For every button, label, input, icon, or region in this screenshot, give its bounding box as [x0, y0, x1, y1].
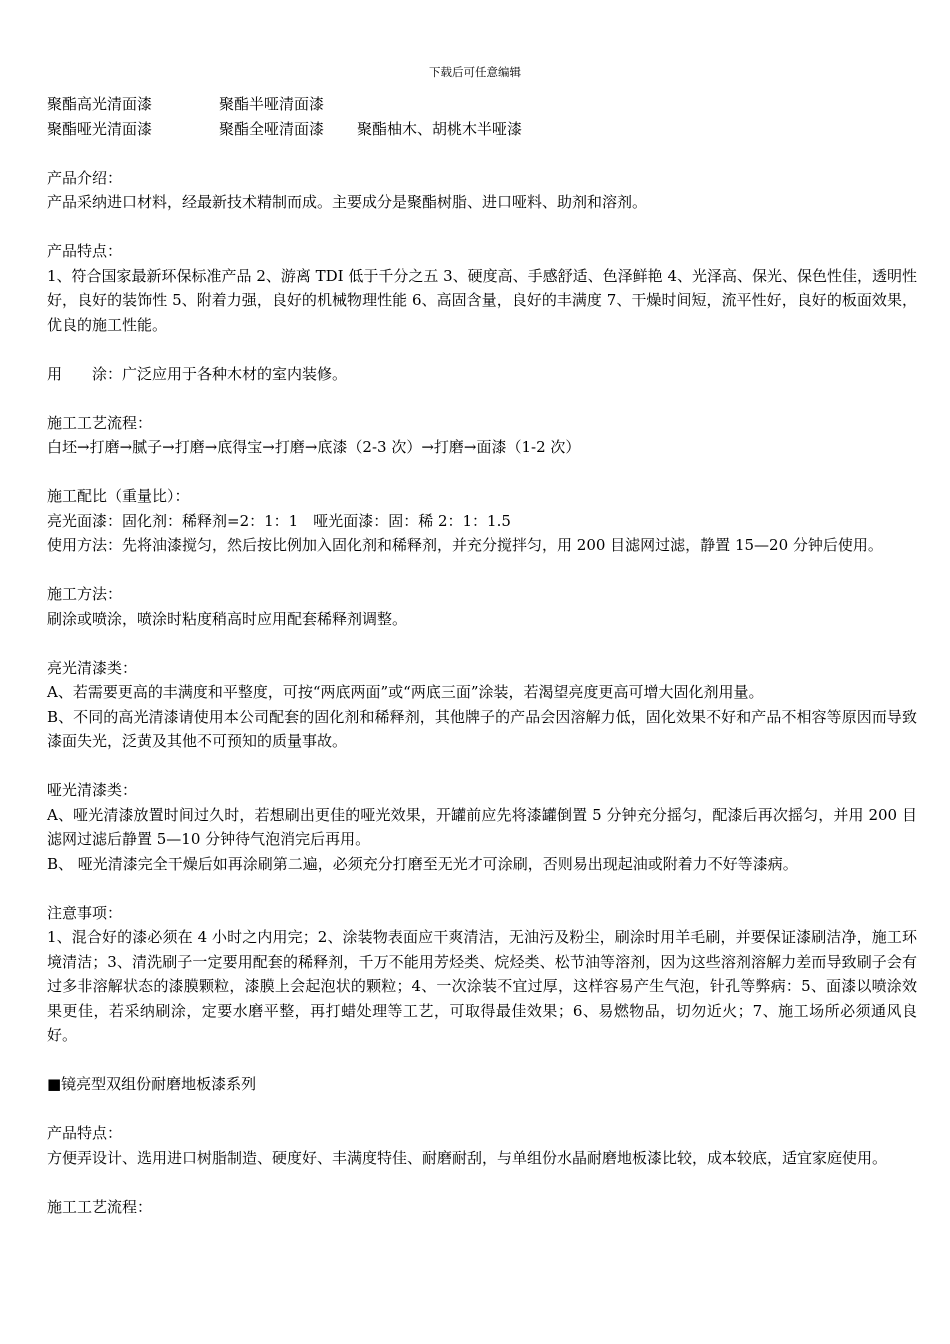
features-2-text: 方便弄设计、选用进口树脂制造、硬度好、丰满度特佳、耐磨耐刮，与单组份水晶耐磨地板漆比较，成本较底，适宜家庭使用。: [47, 1148, 888, 1167]
page-header: 下载后可任意编辑: [429, 65, 521, 79]
product-row-2: [47, 117, 917, 142]
intro-text: 产品采纳进口材料，经最新技术精制而成。主要成分是聚酯树脂、进口哑料、助剂和溶剂。: [47, 193, 648, 211]
product-name: 聚酯半哑清面漆: [219, 95, 325, 113]
usage-text: 广泛应用于各种木材的室内装修。: [122, 364, 348, 383]
usage-line: [47, 362, 917, 387]
document-body: [47, 92, 917, 1219]
notes-text: 1、混合好的漆必须在 4 小时之内用完；2、涂装物表面应干爽清洁，无油污及粉尘，刷涂时用羊毛刷，并要保证漆刷洁净，施工环境清洁；3、清洗刷子一定要用配套的稀释剂，千万不能用芳烃类、烷烃类、松节油等溶剂，因为这些溶剂溶解力差而导致刷子会有过多非溶解状态的漆膜颗粒，漆膜上会起泡状的颗粒；4、一次涂装不宜过厚，这样容易产生气泡，针孔等弊病：5、面漆以喷涂效果更佳，若采纳刷涂，定要水磨平整，再打蜡处理等工艺，可取得最佳效果；6、易燃物品，切勿近火；7、施工场所必须通风良好。: [47, 928, 917, 1044]
method-text: 刷涂或喷涂，喷涂时粘度稍高时应用配套稀释剂调整。: [47, 609, 408, 628]
section-title-notes: 注意事项：: [47, 903, 123, 922]
process-text: 白坯→打磨→腻子→打磨→底得宝→打磨→底漆（2-3 次）→打磨→面漆（1-2 次）: [47, 438, 581, 456]
product-name: 聚酯哑光清面漆: [47, 119, 153, 138]
section-title-process: 施工工艺流程：: [47, 413, 153, 432]
section-title-gloss: 亮光清漆类：: [47, 658, 138, 677]
series-heading: ■镜亮型双组份耐磨地板漆系列: [47, 1075, 257, 1093]
section-title-ratio: 施工配比（重量比）：: [47, 487, 190, 505]
product-row-1: [47, 92, 917, 117]
ratio-line-2: 使用方法：先将油漆搅匀，然后按比例加入固化剂和稀释剂，并充分搅拌匀，用 200 目滤网过滤，静置 15—20 分钟后使用。: [47, 536, 883, 554]
gloss-item-a: A、若需要更高的丰满度和平整度，可按“两底两面”或“两底三面”涂装，若渴望亮度更高可增大固化剂用量。: [47, 683, 764, 701]
gloss-item-b: B、不同的高光清漆请使用本公司配套的固化剂和稀释剂，其他牌子的产品会因溶解力低，固化效果不好和产品不相容等原因而导致漆面失光，泛黄及其他不可预知的质量事故。: [47, 707, 917, 750]
product-name: 聚酯全哑清面漆: [219, 119, 325, 138]
matte-item-b: B、 哑光清漆完全干燥后如再涂刷第二遍，必须充分打磨至无光才可涂刷，否则易出现起油或附着力不好等漆病。: [47, 854, 798, 873]
section-title-matte: 哑光清漆类：: [47, 781, 138, 799]
features-text: 1、符合国家最新环保标准产品 2、游离 TDI 低于千分之五 3、硬度高、手感舒适、色泽鲜艳 4、光泽高、保光、保色性佳，透明性好，良好的装饰性 5、附着力强，良好的机械物理性能 6、高固含量，良好的丰满度 7、干燥时间短，流平性好，良好的板面效果，优良的施工性能。: [47, 266, 917, 334]
product-name: 聚酯柚木、胡桃木半哑漆: [357, 119, 523, 138]
product-name: 聚酯高光清面漆: [47, 95, 153, 113]
section-title-features-2: 产品特点：: [47, 1124, 123, 1142]
section-title-intro: 产品介绍：: [47, 168, 123, 187]
section-title-method: 施工方法：: [47, 585, 123, 603]
section-title-process-2: 施工工艺流程：: [47, 1197, 153, 1216]
section-title-features: 产品特点：: [47, 242, 123, 260]
ratio-line-1: 亮光面漆：固化剂：稀释剂=2：1：1 哑光面漆：固：稀 2：1：1.5: [47, 511, 511, 530]
usage-label: 用 涂：: [47, 364, 123, 383]
matte-item-a: A、哑光清漆放置时间过久时，若想刷出更佳的哑光效果，开罐前应先将漆罐倒置 5 分钟充分摇匀，配漆后再次摇匀，并用 200 目滤网过滤后静置 5—10 分钟待气泡消完后再用。: [47, 805, 917, 848]
